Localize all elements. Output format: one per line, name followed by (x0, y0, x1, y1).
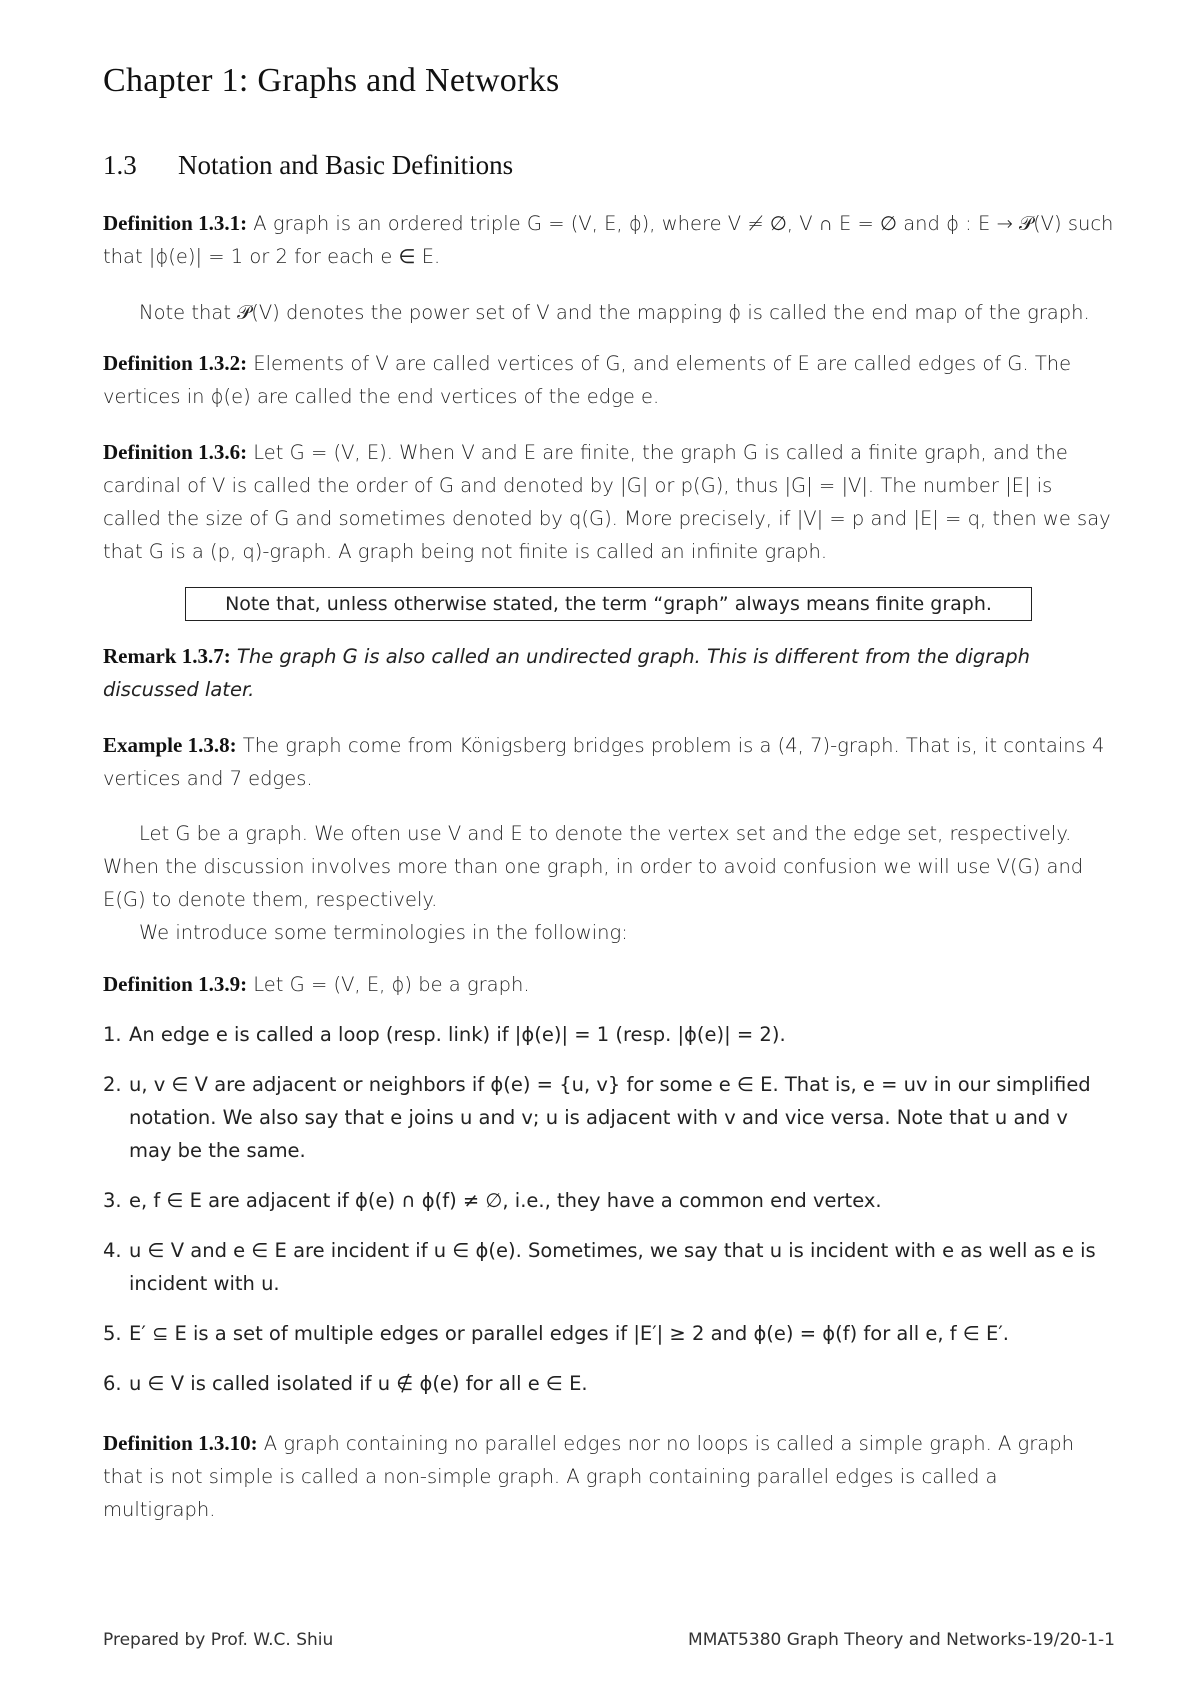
definition-text: A graph containing no parallel edges nor no loops is called a simple graph. A graph that is not simple is called a non-simple graph. A graph containing parallel edges is called a multigraph. (103, 1432, 1074, 1521)
definition-1-3-1 (103, 207, 1115, 273)
list-item-text: u ∈ V and e ∈ E are incident if u ∈ ϕ(e). Sometimes, we say that u is incident with e as well as e is incident with u. (129, 1239, 1096, 1295)
list-item-text: An edge e is called a loop (resp. link) if |ϕ(e)| = 1 (resp. |ϕ(e)| = 2). (129, 1023, 786, 1046)
section-number: 1.3 (103, 150, 137, 180)
chapter-title: Chapter 1: Graphs and Networks (103, 62, 560, 99)
list-item (103, 1317, 1115, 1350)
definition-1-3-10 (103, 1427, 1115, 1526)
list-item-text: u ∈ V is called isolated if u ∉ ϕ(e) for all e ∈ E. (129, 1372, 588, 1395)
list-item (103, 1184, 1115, 1217)
boxed-note: Note that, unless otherwise stated, the term “graph” always means finite graph. (185, 587, 1032, 621)
definition-label: Definition 1.3.1: (103, 211, 248, 235)
list-item-text: E′ ⊆ E is a set of multiple edges or parallel edges if |E′| ≥ 2 and ϕ(e) = ϕ(f) for all e, f ∈ E′. (129, 1322, 1009, 1345)
list-item-text: e, f ∈ E are adjacent if ϕ(e) ∩ ϕ(f) ≠ ∅, i.e., they have a common end vertex. (129, 1189, 882, 1212)
list-item-number: 1. (103, 1023, 122, 1046)
list-item (103, 1018, 1115, 1051)
list-item-number: 6. (103, 1372, 122, 1395)
list-item (103, 1068, 1115, 1167)
remark-label: Remark 1.3.7: (103, 644, 231, 668)
list-item-number: 3. (103, 1189, 122, 1212)
definition-text: Elements of V are called vertices of G, and elements of E are called edges of G. The vertices in ϕ(e) are called the end vertices of the edge e. (103, 352, 1072, 408)
footer-author: Prepared by Prof. W.C. Shiu (103, 1630, 334, 1650)
definition-1-3-2 (103, 347, 1115, 413)
list-item-number: 5. (103, 1322, 122, 1345)
section-title-text: Notation and Basic Definitions (178, 150, 514, 180)
example-text: The graph come from Königsberg bridges problem is a (4, 7)-graph. That is, it contains 4 vertices and 7 edges. (103, 734, 1105, 790)
section-title (103, 150, 513, 181)
remark-1-3-7 (103, 640, 1115, 706)
definition-label: Definition 1.3.6: (103, 440, 248, 464)
definition-1-3-9 (103, 968, 1115, 1001)
list-item-number: 4. (103, 1239, 122, 1262)
list-item-text: u, v ∈ V are adjacent or neighbors if ϕ(e) = {u, v} for some e ∈ E. That is, e = uv in our simplified notation. We also say that e joins u and v; u is adjacent with v and vice versa. Note that u and v may be the same. (129, 1073, 1091, 1162)
note-end-map: Note that 𝒫(V) denotes the power set of V and the mapping ϕ is called the end map of the graph. (139, 301, 1090, 324)
definition-text: A graph is an ordered triple G = (V, E, ϕ), where V ≠ ∅, V ∩ E = ∅ and ϕ : E → 𝒫(V) such that |ϕ(e)| = 1 or 2 for each e ∈ E. (103, 212, 1114, 268)
list-item-number: 2. (103, 1073, 122, 1096)
terminology-list (103, 1018, 1115, 1400)
example-1-3-8 (103, 729, 1115, 795)
list-item (103, 1234, 1115, 1300)
definition-label: Definition 1.3.10: (103, 1431, 258, 1455)
example-label: Example 1.3.8: (103, 733, 237, 757)
definition-text: Let G = (V, E, ϕ) be a graph. (247, 973, 530, 996)
paragraph-terminologies: We introduce some terminologies in the following: (139, 921, 628, 944)
paragraph-notation: Let G be a graph. We often use V and E to denote the vertex set and the edge set, respectively. When the discussion involves more than one graph, in order to avoid confusion we will use V(G) and E(G) to denote them, respectively. (103, 822, 1084, 911)
footer-course-code: MMAT5380 Graph Theory and Networks-19/20-1-1 (688, 1630, 1115, 1650)
definition-label: Definition 1.3.2: (103, 351, 248, 375)
definition-label: Definition 1.3.9: (103, 972, 248, 996)
definition-text: Let G = (V, E). When V and E are finite, the graph G is called a finite graph, and the cardinal of V is called the order of G and denoted by |G| or p(G), thus |G| = |V|. The number |E| is called the size of G and sometimes denoted by q(G). More precisely, if |V| = p and |E| = q, then we say that G is a (p, q)-graph. A graph being not finite is called an infinite graph. (103, 441, 1111, 563)
remark-text: The graph G is also called an undirected graph. This is different from the digraph discussed later. (103, 645, 1030, 701)
definition-1-3-6 (103, 436, 1115, 568)
list-item (103, 1367, 1115, 1400)
